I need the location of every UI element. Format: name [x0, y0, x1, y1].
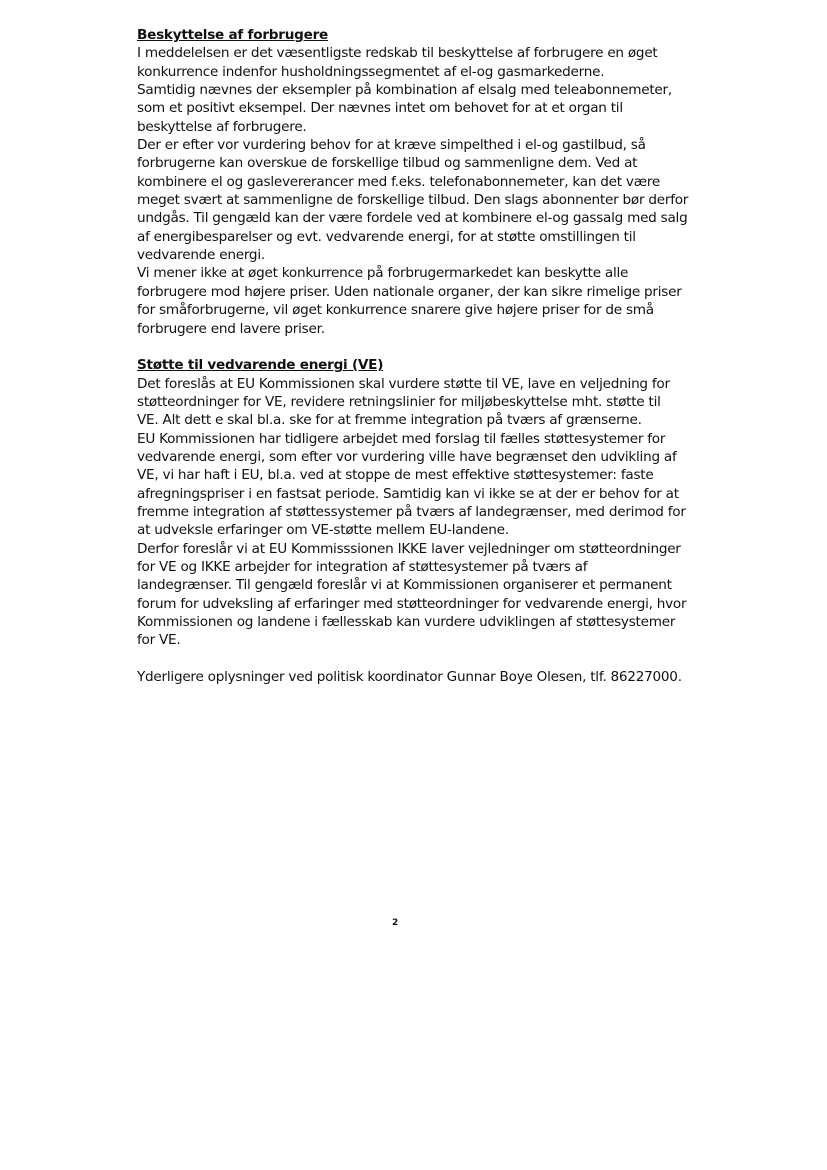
- paragraph-line: undgås. Til gengæld kan der være fordele ved at kombinere el-og gassalg med salg: [137, 210, 688, 227]
- paragraph-line: forbrugere end lavere priser.: [137, 320, 325, 337]
- section-heading: Støtte til vedvarende energi (VE): [137, 357, 384, 374]
- paragraph-line: Samtidig nævnes der eksempler på kombination af elsalg med teleabonnemeter,: [137, 82, 672, 99]
- paragraph-line: beskyttelse af forbrugere.: [137, 118, 307, 135]
- paragraph-line: for VE.: [137, 632, 181, 649]
- paragraph-line: kombinere el og gaslevererancer med f.eks. telefonabonnemeter, kan det være: [137, 173, 660, 190]
- paragraph-line: som et positivt eksempel. Der nævnes intet om behovet for at et organ til: [137, 100, 623, 117]
- paragraph-line: vedvarende energi.: [137, 247, 265, 264]
- paragraph-line: vedvarende energi, som efter vor vurdering ville have begrænset den udvikling af: [137, 448, 677, 465]
- section-renewable-energy-support: [137, 356, 687, 650]
- paragraph-line: forum for udveksling af erfaringer med støtteordninger for vedvarende energi, hvor: [137, 595, 687, 612]
- paragraph-line: Der er efter vor vurdering behov for at kræve simpelthed i el-og gastilbud, så: [137, 137, 646, 154]
- paragraph-line: meget svært at sammenligne de forskellige tilbud. Den slags abonnenter bør derfor: [137, 192, 689, 209]
- paragraph-line: afregningspriser i en fastsat periode. Samtidig kan vi ikke se at der er behov for at: [137, 485, 679, 502]
- paragraph-line: af energibesparelser og evt. vedvarende energi, for at støtte omstillingen til: [137, 228, 636, 245]
- paragraph-line: Derfor foreslår vi at EU Kommisssionen IKKE laver vejledninger om støtteordninger: [137, 540, 681, 557]
- paragraph-line: forbrugere mod højere priser. Uden nationale organer, der kan sikre rimelige priser: [137, 283, 682, 300]
- page-number: 2: [392, 918, 399, 928]
- paragraph-line: for småforbrugerne, vil øget konkurrence snarere give højere priser for de små: [137, 302, 654, 319]
- paragraph-line: Det foreslås at EU Kommissionen skal vurdere støtte til VE, lave en veljedning for: [137, 375, 670, 392]
- section-consumer-protection: [137, 26, 689, 338]
- paragraph-line: landegrænser. Til gengæld foreslår vi at Kommissionen organiserer et permanent: [137, 577, 672, 594]
- paragraph-line: støtteordninger for VE, revidere retningslinier for miljøbeskyttelse mht. støtte til: [137, 393, 661, 410]
- paragraph-line: at udveksle erfaringer om VE-støtte mellem EU-landene.: [137, 522, 509, 539]
- paragraph-line: EU Kommissionen har tidligere arbejdet med forslag til fælles støttesystemer for: [137, 430, 666, 447]
- paragraph-line: Vi mener ikke at øget konkurrence på forbrugermarkedet kan beskytte alle: [137, 265, 629, 282]
- paragraph-line: VE, vi har haft i EU, bl.a. ved at stoppe de mest effektive støttesystemer: faste: [137, 467, 654, 484]
- section-heading: Beskyttelse af forbrugere: [137, 27, 329, 43]
- paragraph-line: I meddelelsen er det væsentligste redskab til beskyttelse af forbrugere en øget: [137, 45, 658, 62]
- contact-info: [137, 668, 682, 686]
- contact-line: Yderligere oplysninger ved politisk koordinator Gunnar Boye Olesen, tlf. 86227000.: [137, 669, 682, 686]
- paragraph-line: Kommissionen og landene i fællesskab kan vurdere udviklingen af støttesystemer: [137, 614, 676, 630]
- paragraph-line: forbrugerne kan overskue de forskellige tilbud og sammenligne dem. Ved at: [137, 155, 638, 172]
- page-content: [137, 26, 689, 686]
- paragraph-line: fremme integration af støttessystemer på tværs af landegrænser, med derimod for: [137, 503, 686, 520]
- paragraph-line: for VE og IKKE arbejder for integration af støttesystemer på tværs af: [137, 558, 588, 575]
- paragraph-line: VE. Alt dett e skal bl.a. ske for at fremme integration på tværs af grænserne.: [137, 412, 642, 429]
- paragraph-line: konkurrence indenfor husholdningssegmentet af el-og gasmarkederne.: [137, 63, 605, 80]
